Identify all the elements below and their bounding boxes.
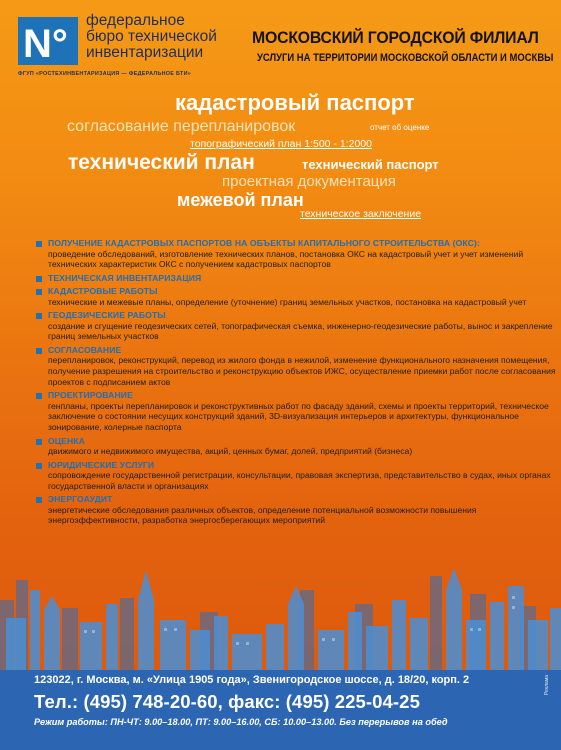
list-item [36,390,556,432]
service-description: генпланы, проекты перепланировок и реконструктивных работ по фасаду зданий, схемы и проекты территорий, техническое заключение о состоянии несущих конструкций зданий, 3D-визуализация интерьеров и архитектуры, функциональное зонирование, колерные паспорта [48,400,549,432]
word-cadastral-passport: кадастровый паспорт [175,90,415,115]
bullet-square-icon [36,497,42,503]
service-description: технические и межевые планы, определение (уточнение) границ земельных участков, постановка на кадастровый учет [48,296,527,307]
logo-subline: ФГУП «РОСТЕХИНВЕНТАРИЗАЦИЯ — ФЕДЕРАЛЬНОЕ БТИ» [18,71,192,77]
list-item [36,310,556,342]
list-item [36,238,556,270]
service-title: СОГЛАСОВАНИЕ [48,344,122,355]
working-hours-text: Режим работы: ПН-ЧТ: 9.00–18.00, ПТ: 9.00–16.00, СБ: 10.00–13.00. Без перерывов на обед [34,717,448,727]
bullet-square-icon [36,241,42,247]
bullet-square-icon [36,289,42,295]
word-boundary-plan: межевой план [177,190,304,210]
address-text: 123022, г. Москва, м. «Улица 1905 года», Звенигородское шоссе, д. 18/20, корп. 2 [34,674,470,686]
list-item [36,345,556,387]
logo-line: инвентаризации [86,44,204,61]
bullet-square-icon [36,463,42,469]
bullet-square-icon [36,313,42,319]
word-technical-passport: технический паспорт [302,157,439,172]
bti-logo-icon [18,17,78,65]
service-title: КАДАСТРОВЫЕ РАБОТЫ [48,286,158,297]
list-item [36,460,556,492]
word-redevelopment: согласование перепланировок [67,118,296,135]
service-description: сопровождение государственной регистрации, консультации, правовая экспертиза, представительство в судах, иных органах государственной власти и организациях [48,470,551,491]
service-title: ПРОЕКТИРОВАНИЕ [48,390,133,401]
bullet-square-icon [36,276,42,282]
list-item [36,273,556,284]
logo-line: федеральное [86,12,185,29]
word-technical-plan: технический план [68,151,255,174]
branch-title: МОСКОВСКИЙ ГОРОДСКОЙ ФИЛИАЛ [252,28,539,47]
advertisement-mark: Реклама [544,674,550,695]
list-item [36,286,556,307]
services-list [36,238,556,529]
service-description: движимого и недвижимого имущества, акций, ценных бумаг, долей, предприятий (бизнеса) [48,446,413,457]
logo-text [86,13,236,61]
service-description: энергетические обследования различных объектов, определение потенциальной возможности повышения энергоэффективности, разработка энергосберегающих мероприятий [48,504,477,526]
service-title: ЭНЕРГОАУДИТ [48,494,113,505]
service-title: ОЦЕНКА [48,435,85,446]
word-technical-conclusion: техническое заключение [300,208,422,220]
service-description: проведение обследований, изготовление технических планов, постановка ОКС на кадастровый учет и учет изменений технических характеристик ОКС с получением кадастровых паспортов [48,248,524,270]
bullet-square-icon [36,393,42,399]
header [0,0,561,84]
word-topo-plan: топографический план 1:500 - 1:2000 [190,138,372,150]
service-description: перепланировок, реконструкций, перевод из жилого фонда в нежилой, изменение функционального назначения помещения, получение разрешения на строительство и реконструкцию объектов ИЖС, осуществление приемки работ после согласования проектов с подписанием актов [48,355,556,387]
list-item [36,436,556,457]
logo-symbol: N° [23,22,68,65]
services-word-cloud [0,88,561,228]
phone-fax-text: Тел.: (495) 748-20-60, факс: (495) 225-04-25 [34,691,420,712]
word-evaluation-report: отчет об оценке [370,123,430,132]
logo-line: бюро технической [86,28,217,45]
bullet-square-icon [36,348,42,354]
branch-subtitle: УСЛУГИ НА ТЕРРИТОРИИ МОСКОВСКОЙ ОБЛАСТИ И МОСКВЫ [257,52,554,64]
service-title: ПОЛУЧЕНИЕ КАДАСТРОВЫХ ПАСПОРТОВ НА ОБЪЕКТЫ КАПИТАЛЬНОГО СТРОИТЕЛЬСТВА (ОКС): [48,238,480,248]
bullet-square-icon [36,439,42,445]
service-title: ЮРИДИЧЕСКИЕ УСЛУГИ [48,459,155,470]
service-description: создание и сгущение геодезических сетей, топографическая съемка, инженерно-геодезические работы, вынос и закрепление границ земельных участков [48,320,553,342]
service-title: ГЕОДЕЗИЧЕСКИЕ РАБОТЫ [48,310,166,321]
city-skyline-illustration [0,560,561,678]
list-item [36,494,556,526]
word-project-docs: проектная документация [222,173,396,190]
service-title: ТЕХНИЧЕСКАЯ ИНВЕНТАРИЗАЦИЯ [48,272,202,283]
